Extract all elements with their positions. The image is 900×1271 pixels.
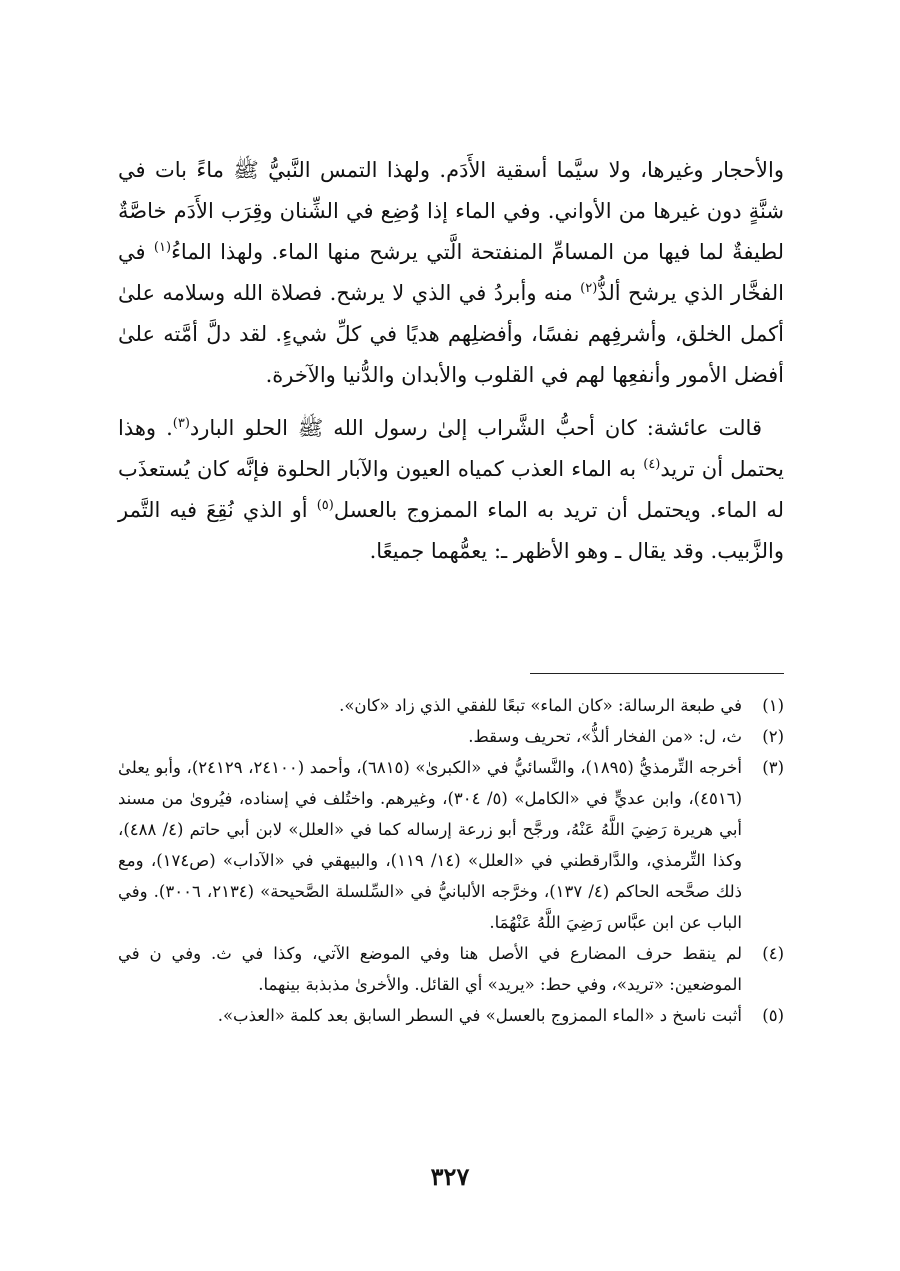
paragraph-2-part-4: أو الذي نُقِعَ فيه التَّمر والزَّبيب. وقد يقال ـ وهو الأظهر ـ: يعمُّهما جميعًا.	[118, 498, 784, 563]
page-number: ٣٢٧	[430, 1162, 470, 1191]
footnote-number: (١)	[762, 696, 784, 715]
footnote-text: أخرجه التِّرمذيُّ (١٨٩٥)، والنَّسائيُّ في «الكبرىٰ» (٦٨١٥)، وأحمد (٢٤١٠٠، ٢٤١٢٩)، وأبو يعلىٰ (٤٥١٦)، وابن عديٍّ في «الكامل» (٥/ ٣٠٤)، وغيرهم. واختُلف في إسناده، فيُروىٰ من مسند أبي هريرة رَضِيَ اللَّهُ عَنْهُ، ورجَّح أبو زرعة إرساله كما في «العلل» لابن أبي حاتم (٤/ ٤٨٨)، وكذا التِّرمذي، والدَّارقطني في «العلل» (١٤/ ١١٩)، والبيهقي في «الآداب» (ص١٧٤)، ومع ذلك صحَّحه الحاكم (٤/ ١٣٧)، وخرَّجه الألبانيُّ في «السِّلسلة الصَّحيحة» (٢١٣٤، ٣٠٠٦). وفي الباب عن ابن عبَّاس رَضِيَ اللَّهُ عَنْهُمَا.	[118, 758, 742, 932]
footnote-ref-3[interactable]: (٣)	[172, 416, 190, 431]
paragraph-2-part-3: به الماء العذب كمياه العيون والآبار الحلوة فإنَّه كان يُستعذَب له الماء. ويحتمل أن تريد به الماء الممزوج بالعسل	[118, 457, 784, 522]
footnote-number: (٢)	[762, 727, 784, 746]
footnote-ref-5[interactable]: (٥)	[316, 498, 334, 513]
footnote-text: أثبت ناسخ د «الماء الممزوج بالعسل» في السطر السابق بعد كلمة «العذب».	[217, 1006, 742, 1025]
paragraph-2-part-1: قالت عائشة: كان أحبُّ الشَّراب إلىٰ رسول الله ﷺ الحلو البارد	[189, 416, 762, 440]
footnote-separator	[530, 673, 784, 674]
footnote-ref-2[interactable]: (٢)	[580, 281, 598, 296]
footnote-2	[118, 721, 784, 752]
footnote-5	[118, 1000, 784, 1031]
paragraph-1-part-2: في الفخَّار الذي يرشح ألذُّ	[118, 240, 785, 305]
footnote-3	[118, 752, 784, 938]
footnote-number: (٣)	[762, 758, 784, 777]
footnote-text: لم ينقط حرف المضارع في الأصل هنا وفي الموضع الآتي، وكذا في ث. وفي ن في الموضعين: «تريد»، وفي حط: «يريد» أي القائل. والأخرىٰ مذبذبة بينهما.	[118, 944, 742, 994]
main-text	[118, 150, 784, 572]
paragraph-1-part-3: منه وأبردُ في الذي لا يرشح. فصلاة الله وسلامه علىٰ أكمل الخلق، وأشرفِهم نفسًا، وأفضلِهم هديًا في كلِّ شيءٍ. لقد دلَّ أمَّته علىٰ أفضل الأمور وأنفعِها لهم في القلوب والأبدان والدُّنيا والآخرة.	[118, 281, 784, 387]
footnote-text: ث، ل: «من الفخار ألذُّ»، تحريف وسقط.	[468, 727, 742, 746]
footnote-number: (٥)	[762, 1006, 784, 1025]
footnote-ref-1[interactable]: (١)	[153, 240, 172, 255]
paragraph-2	[118, 408, 784, 572]
footnote-number: (٤)	[762, 944, 784, 963]
footnote-1	[118, 690, 784, 721]
paragraph-2-part-2: . وهذا يحتمل أن تريد	[118, 416, 784, 481]
paragraph-1	[118, 150, 784, 396]
footnotes	[118, 690, 784, 1031]
footnote-4	[118, 938, 784, 1000]
footnote-text: في طبعة الرسالة: «كان الماء» تبعًا للفقي الذي زاد «كان».	[339, 696, 742, 715]
paragraph-1-part-1: والأحجار وغيرها، ولا سيَّما أسقية الأَدَم. ولهذا التمس النَّبيُّ ﷺ ماءً بات في شنَّةٍ دون غيرها من الأواني. وفي الماء إذا وُضِع في الشِّنان وقِرَب الأَدَم خاصَّةٌ لطيفةٌ لما فيها من المسامِّ المنفتحة الَّتي يرشح منها الماء. ولهذا الماءُ	[118, 158, 784, 264]
footnote-ref-4[interactable]: (٤)	[643, 457, 661, 472]
